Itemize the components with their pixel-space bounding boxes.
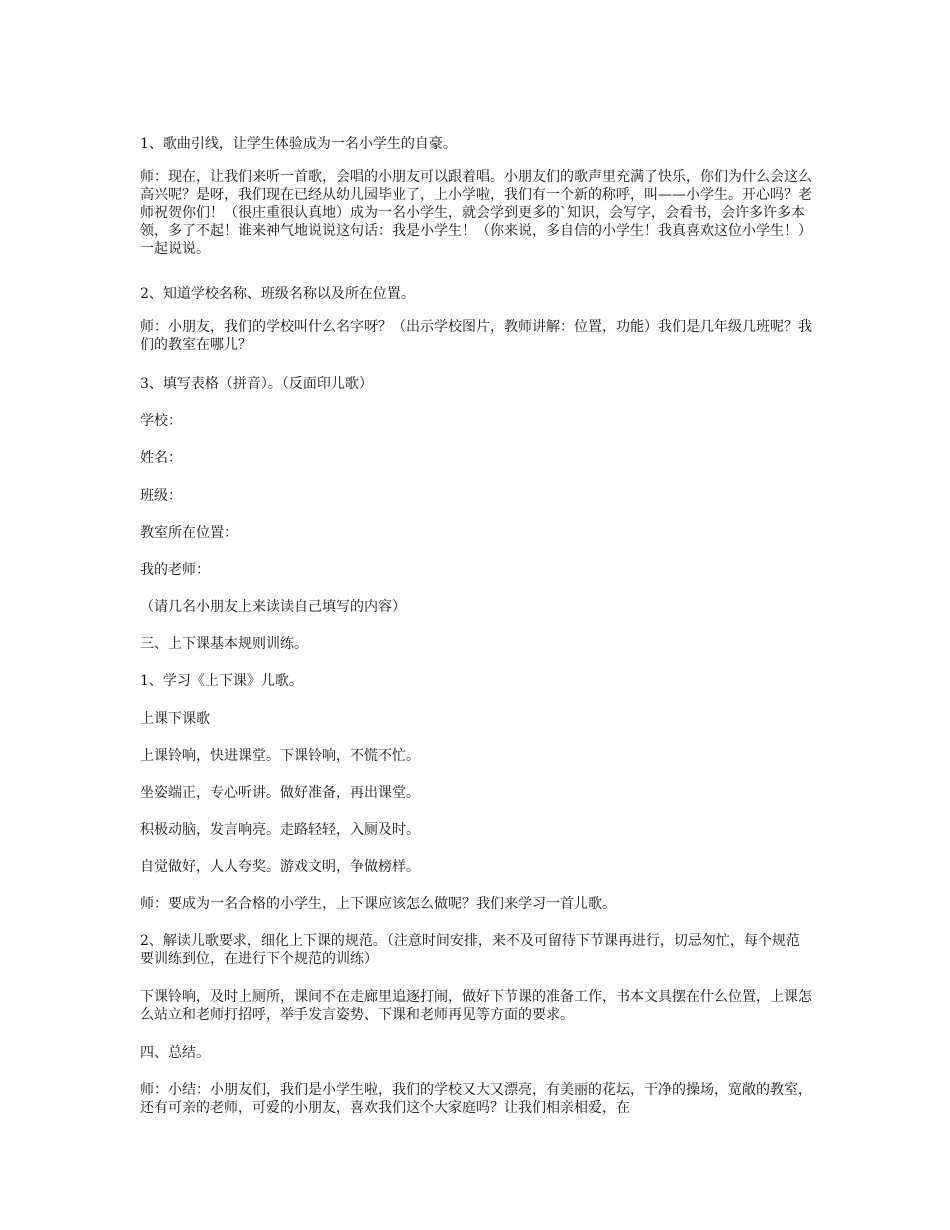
paragraph-teacher-school-question: 师：小朋友，我们的学校叫什么名字呀？（出示学校图片，教师讲解：位置，功能）我们是几年级几班呢？我们的教室在哪儿？ — [140, 319, 812, 353]
paragraph-song-intro-heading: 1、歌曲引线，让学生体验成为一名小学生的自豪。 — [140, 136, 457, 152]
form-label-class: 班级： — [140, 488, 182, 504]
section-heading-class-rules: 三、上下课基本规则训练。 — [140, 636, 308, 652]
paragraph-learn-song-heading: 1、学习《上下课》儿歌。 — [140, 673, 303, 689]
paragraph-teacher-summary: 师：小结：小朋友们，我们是小学生啦，我们的学校又大又漂亮，有美丽的花坛，干净的操场，宽敞的教室，还有可亲的老师，可爱的小朋友，喜欢我们这个大家庭吗？让我们相亲相爱，在 — [140, 1082, 812, 1116]
paragraph-teacher-song-question: 师：要成为一名合格的小学生，上下课应该怎么做呢？我们来学习一首儿歌。 — [140, 896, 616, 912]
form-label-name: 姓名： — [140, 450, 182, 466]
form-label-school: 学校： — [140, 413, 182, 429]
form-label-classroom-location: 教室所在位置： — [140, 525, 238, 541]
song-line-2: 坐姿端正，专心听讲。做好准备，再出课堂。 — [140, 785, 420, 801]
paragraph-fill-form-heading: 3、填写表格（拼音）。（反面印儿歌） — [140, 376, 373, 392]
song-title: 上课下课歌 — [140, 711, 210, 727]
song-line-4: 自觉做好，人人夸奖。游戏文明，争做榜样。 — [140, 859, 420, 875]
song-line-1: 上课铃响，快进课堂。下课铃响，不慌不忙。 — [140, 748, 420, 764]
paragraph-teacher-song-talk: 师：现在，让我们来听一首歌，会唱的小朋友可以跟着唱。小朋友们的歌声里充满了快乐，你们为什么会这么高兴呢？是呀，我们现在已经从幼儿园毕业了，上小学啦，我们有一个新的称呼，叫——小学生。开心吗？老师祝贺你们！（很庄重很认真地）成为一名小学生，就会学到更多的`知识，会写字，会看书，会许多许多本领，多了不起！谁来神气地说说这句话：我是小学生！（你来说，多自信的小学生！我真喜欢这位小学生！）一起说说。 — [140, 169, 812, 257]
form-label-my-teacher: 我的老师： — [140, 562, 210, 578]
paragraph-read-aloud-note: （请几名小朋友上来读读自己填写的内容） — [140, 599, 406, 615]
section-heading-summary: 四、总结。 — [140, 1045, 210, 1061]
paragraph-school-name-heading: 2、知道学校名称、班级名称以及所在位置。 — [140, 286, 415, 302]
paragraph-break-rules: 下课铃响，及时上厕所，课间不在走廊里追逐打闹，做好下节课的准备工作，书本文具摆在什么位置，上课怎么站立和老师打招呼，举手发言姿势、下课和老师再见等方面的要求。 — [140, 989, 812, 1023]
paragraph-interpret-song-heading: 2、解读儿歌要求，细化上下课的规范。（注意时间安排，来不及可留待下节课再进行，切忌匆忙，每个规范要训练到位，在进行下个规范的训练） — [140, 933, 800, 967]
song-line-3: 积极动脑，发言响亮。走路轻轻，入厕及时。 — [140, 822, 420, 838]
